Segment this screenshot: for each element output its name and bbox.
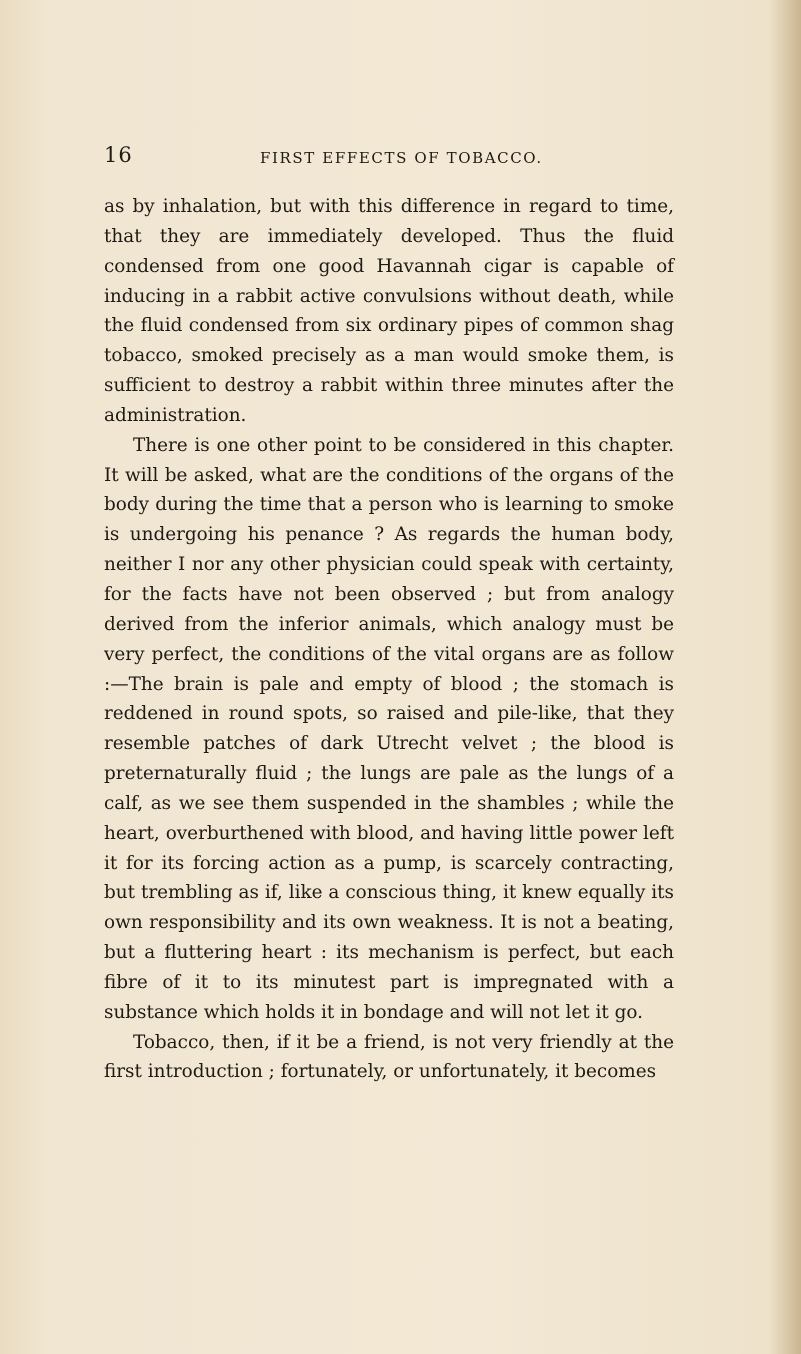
running-head [104,143,704,173]
body-text [104,192,674,1087]
page-number: 16 [104,143,133,167]
paragraph-text: Tobacco, then, if it be a friend, is not very friendly at the first introduction ; fortunately, or unfortunately, it becomes [104,1031,674,1083]
paragraph-continuation [104,192,674,431]
paragraph-organ-conditions [104,431,674,1028]
running-head-title: FIRST EFFECTS OF TOBACCO. [260,149,543,167]
paragraph-text: as by inhalation, but with this difference in regard to time, that they are immediately developed. Thus the fluid condensed from one good Havannah cigar is capable of inducing in a rabbit active convulsions without death, while the fluid condensed from six ordinary pipes of common shag tobacco, smoked precisely as a man would smoke them, is sufficient to destroy a rabbit within three minutes after the administration. [104,196,674,426]
paragraph-text: There is one other point to be considered in this chapter. It will be asked, what are the conditions of the organs of the body during the time that a person who is learning to smoke is undergoing his penance ? As regards the human body, neither I nor any other physician could speak with certainty, for the facts have not been observed ; but from analogy derived from the inferior animals, which analogy must be very perfect, the conditions of the vital organs are as follow :—The brain is pale and empty of blood ; the stomach is reddened in round spots, so raised and pile-like, that they resemble patches of dark Utrecht velvet ; the blood is preternaturally fluid ; the lungs are pale as the lungs of a calf, as we see them suspended in the shambles ; while the heart, overburthened with blood, and having little power left it for its forcing action as a pump, is scarcely contracting, but trembling as if, like a conscious thing, it knew equally its own responsibility and its own weakness. It is not a beating, but a fluttering heart : its mechanism is perfect, but each fibre of it to its minutest part is impregnated with a substance which holds it in bondage and will not let it go. [104,434,674,1023]
paragraph-tobacco-friend [104,1028,674,1088]
